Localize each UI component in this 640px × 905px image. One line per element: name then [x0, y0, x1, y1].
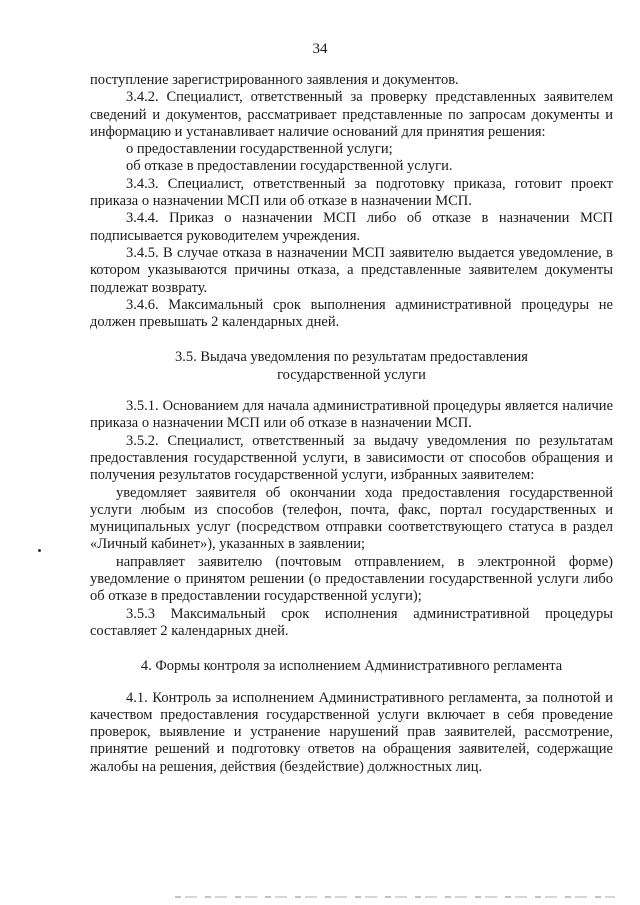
list-item: об отказе в предоставлении государственной услуги.	[126, 158, 453, 175]
paragraph: поступление зарегистрированного заявления и документов.	[90, 72, 459, 88]
document-body	[90, 72, 613, 776]
paragraph: 4.1. Контроль за исполнением Административного регламента, за полнотой и качеством предоставления государственной услуги включает в себя проведение проверок, выявление и устранение нарушений прав заявителей, рассмотрение, принятие решений и подготовку ответов на обращения заявителей, содержащие жалобы на решения, действия (бездействие) должностных лиц.	[90, 689, 613, 775]
scan-edge-artifact	[175, 896, 615, 898]
paragraph: 3.4.2. Специалист, ответственный за проверку представленных заявителем сведений и документов, рассматривает представленные по запросам документы и информацию и устанавливает наличие оснований для принятия решения:	[90, 89, 613, 140]
list-item: направляет заявителю (почтовым отправлением, в электронной форме) уведомление о принятом решении (о предоставлении государственной услуги либо об отказе в предоставлении государственной услуги);	[90, 553, 613, 605]
paragraph: 3.5.2. Специалист, ответственный за выдачу уведомления по результатам предоставления государственной услуги, в зависимости от способов обращения и получения результатов государственной услуги, избранных заявителем:	[90, 432, 613, 484]
paragraph: 3.4.5. В случае отказа в назначении МСП заявителю выдается уведомление, в котором указываются причины отказа, а представленные заявителем документы подлежат возврату.	[90, 244, 613, 296]
scan-dot-mark	[38, 549, 41, 552]
list-item: о предоставлении государственной услуги;	[126, 141, 393, 158]
section-heading: 4. Формы контроля за исполнением Административного регламента	[140, 658, 563, 675]
paragraph: 3.4.6. Максимальный срок выполнения административной процедуры не должен превышать 2 календарных дней.	[90, 296, 613, 331]
section-heading: 3.5. Выдача уведомления по результатам предоставления государственной услуги	[175, 349, 528, 383]
page-number: 34	[312, 41, 328, 57]
list-item: уведомляет заявителя об окончании хода предоставления государственной услуги любым из способов (телефон, почта, факс, портал государственных и муниципальных услуг (посредством отправки соответствующего статуса в раздел «Личный кабинет»), указанных в заявлении;	[90, 484, 613, 553]
paragraph: 3.5.1. Основанием для начала административной процедуры является наличие приказа о назначении МСП или об отказе в назначении МСП.	[90, 398, 613, 432]
paragraph: 3.4.3. Специалист, ответственный за подготовку приказа, готовит проект приказа о назначении МСП или об отказе в назначении МСП.	[90, 175, 613, 210]
paragraph: 3.5.3 Максимальный срок исполнения административной процедуры составляет 2 календарных дней.	[90, 605, 613, 639]
paragraph: 3.4.4. Приказ о назначении МСП либо об отказе в назначении МСП подписывается руководителем учреждения.	[90, 210, 613, 244]
